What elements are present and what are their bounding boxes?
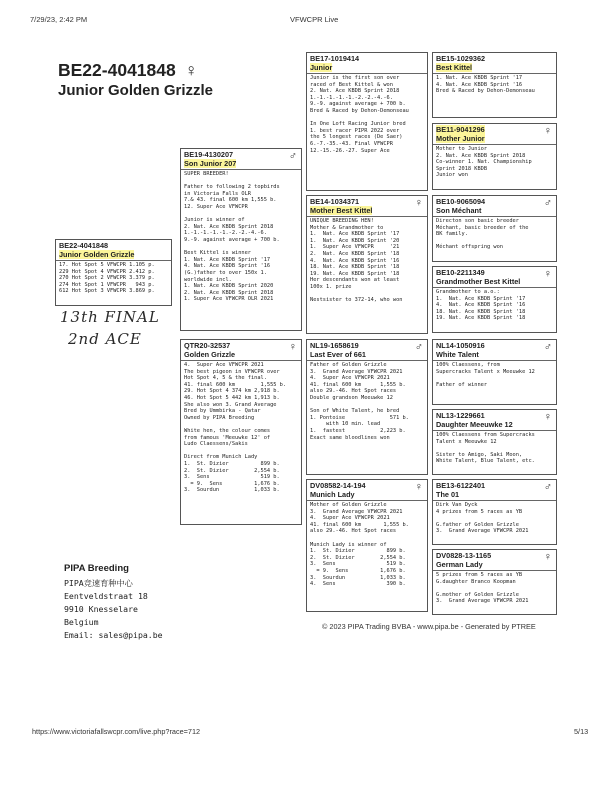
- card-body: 100% Claessens, from Supercracks Talent x Meeuwke 12 Father of winner: [436, 362, 535, 388]
- great-grandparent-card-7: [432, 479, 557, 545]
- card-divider: [433, 216, 556, 217]
- female-icon: ♀: [543, 268, 552, 280]
- card-name: The 01: [436, 490, 460, 499]
- card-divider: [307, 73, 427, 74]
- card-body: Mother to Junior 2. Nat. Ace KBDB Sprint 2018 Co-winner 1. Nat. Championship Sprint 2018 KBDB Junior won: [436, 146, 532, 179]
- breeder-country: Belgium: [64, 617, 99, 627]
- female-icon: ♀: [543, 551, 552, 563]
- handwritten-note-ace: 2nd ACE: [68, 330, 142, 348]
- female-icon: ♀: [184, 60, 198, 80]
- card-divider: [181, 169, 301, 170]
- great-grandparent-card-2: [432, 123, 557, 190]
- print-page-title: VFWCPR Live: [290, 15, 339, 24]
- card-body: Father of Golden Grizzle 3. Grand Average VFWCPR 2021 4. Super Ace VFWCPR 2021 41. final 600 km 1,555 b. also 29.-46. Hot Spot races Double grandson Meeuwke 12 Son of White Talent, he bred 1. Pontoise 571 b. with 10 min. lead 1. fastest 2,223 b. Exact same bloodlines won: [310, 362, 409, 441]
- card-divider: [433, 73, 556, 74]
- breeder-email[interactable]: Email: sales@pipa.be: [64, 630, 163, 640]
- card-name: Son Junior 207: [184, 159, 237, 168]
- card-name: Junior Golden Grizzle: [59, 250, 135, 259]
- card-body: Dirk Van Dyck 4 prizes from 5 races as YB G.father of Golden Grizzle 3. Grand Average VFWCPR 2021: [436, 502, 529, 535]
- card-name: German Lady: [436, 560, 483, 569]
- card-ring: NL14-1050916: [436, 341, 485, 350]
- card-name: Mother Best Kittel: [310, 206, 373, 215]
- card-ring: BE13-6122401: [436, 481, 486, 490]
- card-ring: BE10-9065094: [436, 197, 486, 206]
- card-body: UNIQUE BREEDING HEN! Mother & Grandmother to 1. Nat. Ace KBDB Sprint '17 1. Nat. Ace KBDB Sprint '20 1. Super Ace VFWCPR '21 2. Nat. Ace KBDB Sprint '18 4. Nat. Ace KBDB Sprint '16 18. Nat. Ace KBDB Sprint '18 19. Nat. Ace KBDB Sprint '18 Her descendants won at least 100x 1. prize Nestsister to 372-14, who won: [310, 218, 403, 304]
- breeder-name: PIPA Breeding: [64, 563, 129, 574]
- great-grandparent-card-1: [432, 52, 557, 118]
- card-body: 5 prizes from 5 races as YB G.daughter Branco Koopman G.mother of Golden Grizzle 3. Grand Average VFWCPR 2021: [436, 572, 529, 605]
- card-divider: [433, 144, 556, 145]
- card-divider: [56, 260, 171, 261]
- card-body: SUPER BREEDER! Father to following 2 topbirds in Victoria Falls OLR 7.& 43. final 600 km 1,555 b. 12. Super Ace VFWCPR Junior is winner of 2. Nat. Ace KBDB Sprint 2018 1.-1.-1.-1.-1.-2.-2.-4.-6. 9.-9. against average + 700 b. Best Kittel is winner 1. Nat. Ace KBDB Sprint '17 4. Nat. Ace KBDB Sprint '16 (G.)father to over 150x 1. worldwide incl. 1. Nat. Ace KBDB Sprint 2020 2. Nat. Ace KBDB Sprint 2018 1. Super Ace VFWCPR OLR 2021: [184, 171, 280, 303]
- card-ring: BE11-9041296: [436, 125, 485, 134]
- copyright-line: © 2023 PIPA Trading BVBA - www.pipa.be - Generated by PTREE: [322, 622, 536, 631]
- card-body: Mother of Golden Grizzle 3. Grand Average VFWCPR 2021 4. Super Ace VFWCPR 2021 41. final 600 km 1,555 b. also 29.-46. Hot Spot races Munich Lady is winner of 1. St. Dizier 899 b. 2. St. Dizier 2,554 b. 3. Sens 519 b. = 9. Sens 1,676 b. 3. Sourdun 1,033 b. 4. Sens 390 b.: [310, 502, 409, 588]
- card-ring: DV08582-14-194: [310, 481, 366, 490]
- card-divider: [433, 360, 556, 361]
- card-ring: BE19-4130207: [184, 150, 234, 159]
- card-body: 100% Claessens from Supercracks Talent x Meeuwke 12 Sister to Amigo, Saki Moon, White Talent, Blue Talent, etc.: [436, 432, 535, 465]
- male-icon: ♂: [543, 481, 552, 493]
- card-divider: [433, 500, 556, 501]
- card-body: Junior is the first son over raced of Best Kittel & won 2. Nat. Ace KBDB Sprint 2018 1.-1.-1.-1.-1.-2.-2.-4.-6. 9.-9. against average + 700 b. Bred & Raced by Dehon-Demonseau In One Loft Racing Junior bred 1. best racer PIPR 2022 over the 5 longest races (De Saer) 6.-7.-35.-43. Final VFWCPR 12.-15.-26.-27. Super Ace: [310, 75, 409, 154]
- card-name: Last Ever of 661: [310, 350, 366, 359]
- card-divider: [433, 570, 556, 571]
- card-divider: [307, 216, 427, 217]
- breeder-street: Eentveldstraat 18: [64, 591, 148, 601]
- dam-dam-card: [306, 479, 428, 612]
- card-body: 4. Super Ace VFWCPR 2021 The best pigeon in VFWCPR over Hot Spot 4, 5 & the final. 41. final 600 km 1,555 b. 29. Hot Spot 4 374 km 2,918 b. 46. Hot Spot 5 442 km 1,913 b. She also won 3. Grand Average Bred by Ummbirka - Qatar Owned by PIPA Breeding White hen, the colour comes from famous 'Meeuwke 12' of Ludo Claessens/Sakis Direct from Munich Lady 1. St. Dizier 899 b. 2. St. Dizier 2,554 b. 3. Sens 519 b. = 9. Sens 1,676 b. 3. Sourdun 1,033 b.: [184, 362, 287, 494]
- card-divider: [307, 500, 427, 501]
- dam-sire-card: [306, 339, 428, 475]
- card-body: Grandmother to a.o.: 1. Nat. Ace KBDB Sprint '17 4. Nat. Ace KBDB Sprint '16 18. Nat. Ace KBDB Sprint '18 19. Nat. Ace KBDB Sprint '18: [436, 289, 526, 322]
- breeder-chinese-name: PIPA竞速育种中心: [64, 578, 133, 588]
- ring-number: BE22-4041848: [58, 60, 176, 80]
- card-name: Daughter Meeuwke 12: [436, 420, 513, 429]
- card-name: Mother Junior: [436, 134, 485, 143]
- card-ring: QTR20-32537: [184, 341, 231, 350]
- male-icon: ♂: [414, 341, 423, 353]
- print-page-number: 5/13: [574, 727, 589, 736]
- card-ring: BE15-1029362: [436, 54, 486, 63]
- female-icon: ♀: [414, 481, 423, 493]
- female-icon: ♀: [414, 197, 423, 209]
- great-grandparent-card-3: [432, 195, 557, 262]
- card-body: Directon son basic breeder Méchant, basic breeder of the BK family. Méchant offspring won: [436, 218, 529, 251]
- card-divider: [433, 287, 556, 288]
- card-name: Son Méchant: [436, 206, 482, 215]
- great-grandparent-card-5: [432, 339, 557, 405]
- handwritten-note-final: 13th FINAL: [60, 308, 160, 326]
- breeder-info: [64, 563, 163, 642]
- card-ring: NL19-1658619: [310, 341, 359, 350]
- sire-card: [180, 148, 302, 331]
- great-grandparent-card-4: [432, 266, 557, 333]
- male-icon: ♂: [543, 197, 552, 209]
- card-divider: [307, 360, 427, 361]
- subject-card: [55, 239, 172, 306]
- male-icon: ♂: [288, 150, 297, 162]
- female-icon: ♀: [543, 411, 552, 423]
- card-ring: DV0828-13-1165: [436, 551, 492, 560]
- print-datetime: 7/29/23, 2:42 PM: [30, 15, 88, 24]
- breeder-city: 9910 Knesselare: [64, 604, 138, 614]
- card-body: 1. Nat. Ace KBDB Sprint '17 4. Nat. Ace KBDB Sprint '16 Bred & Raced by Dehon-Demonseau: [436, 75, 535, 95]
- sire-dam-card: [306, 195, 428, 334]
- print-url: https://www.victoriafallswcpr.com/live.php?race=712: [32, 727, 201, 736]
- card-ring: NL13-1229661: [436, 411, 485, 420]
- sire-sire-card: [306, 52, 428, 191]
- card-name: Best Kittel: [436, 63, 473, 72]
- great-grandparent-card-6: [432, 409, 557, 475]
- card-name: Junior: [310, 63, 333, 72]
- card-name: Munich Lady: [310, 490, 355, 499]
- card-divider: [181, 360, 301, 361]
- card-divider: [433, 430, 556, 431]
- female-icon: ♀: [543, 125, 552, 137]
- card-name: Golden Grizzle: [184, 350, 236, 359]
- card-ring: BE10-2211349: [436, 268, 485, 277]
- female-icon: ♀: [288, 341, 297, 353]
- pigeon-ring-title: [58, 60, 198, 81]
- male-icon: ♂: [543, 341, 552, 353]
- card-body: 17. Hot Spot 5 VFWCPR 1.105 p. 229 Hot Spot 4 VFWCPR 2.412 p. 270 Hot Spot 2 VFWCPR 3.379 p. 274 Hot Spot 1 VFWCPR 943 p. 612 Hot Spot 3 VFWCPR 3.869 p.: [59, 262, 155, 295]
- card-name: White Talent: [436, 350, 479, 359]
- card-ring: BE22-4041848: [59, 241, 109, 250]
- dam-card: [180, 339, 302, 525]
- card-ring: BE14-1034371: [310, 197, 360, 206]
- pigeon-name-title: Junior Golden Grizzle: [58, 82, 214, 99]
- card-name: Grandmother Best Kittel: [436, 277, 521, 286]
- great-grandparent-card-8: [432, 549, 557, 615]
- card-ring: BE17-1019414: [310, 54, 360, 63]
